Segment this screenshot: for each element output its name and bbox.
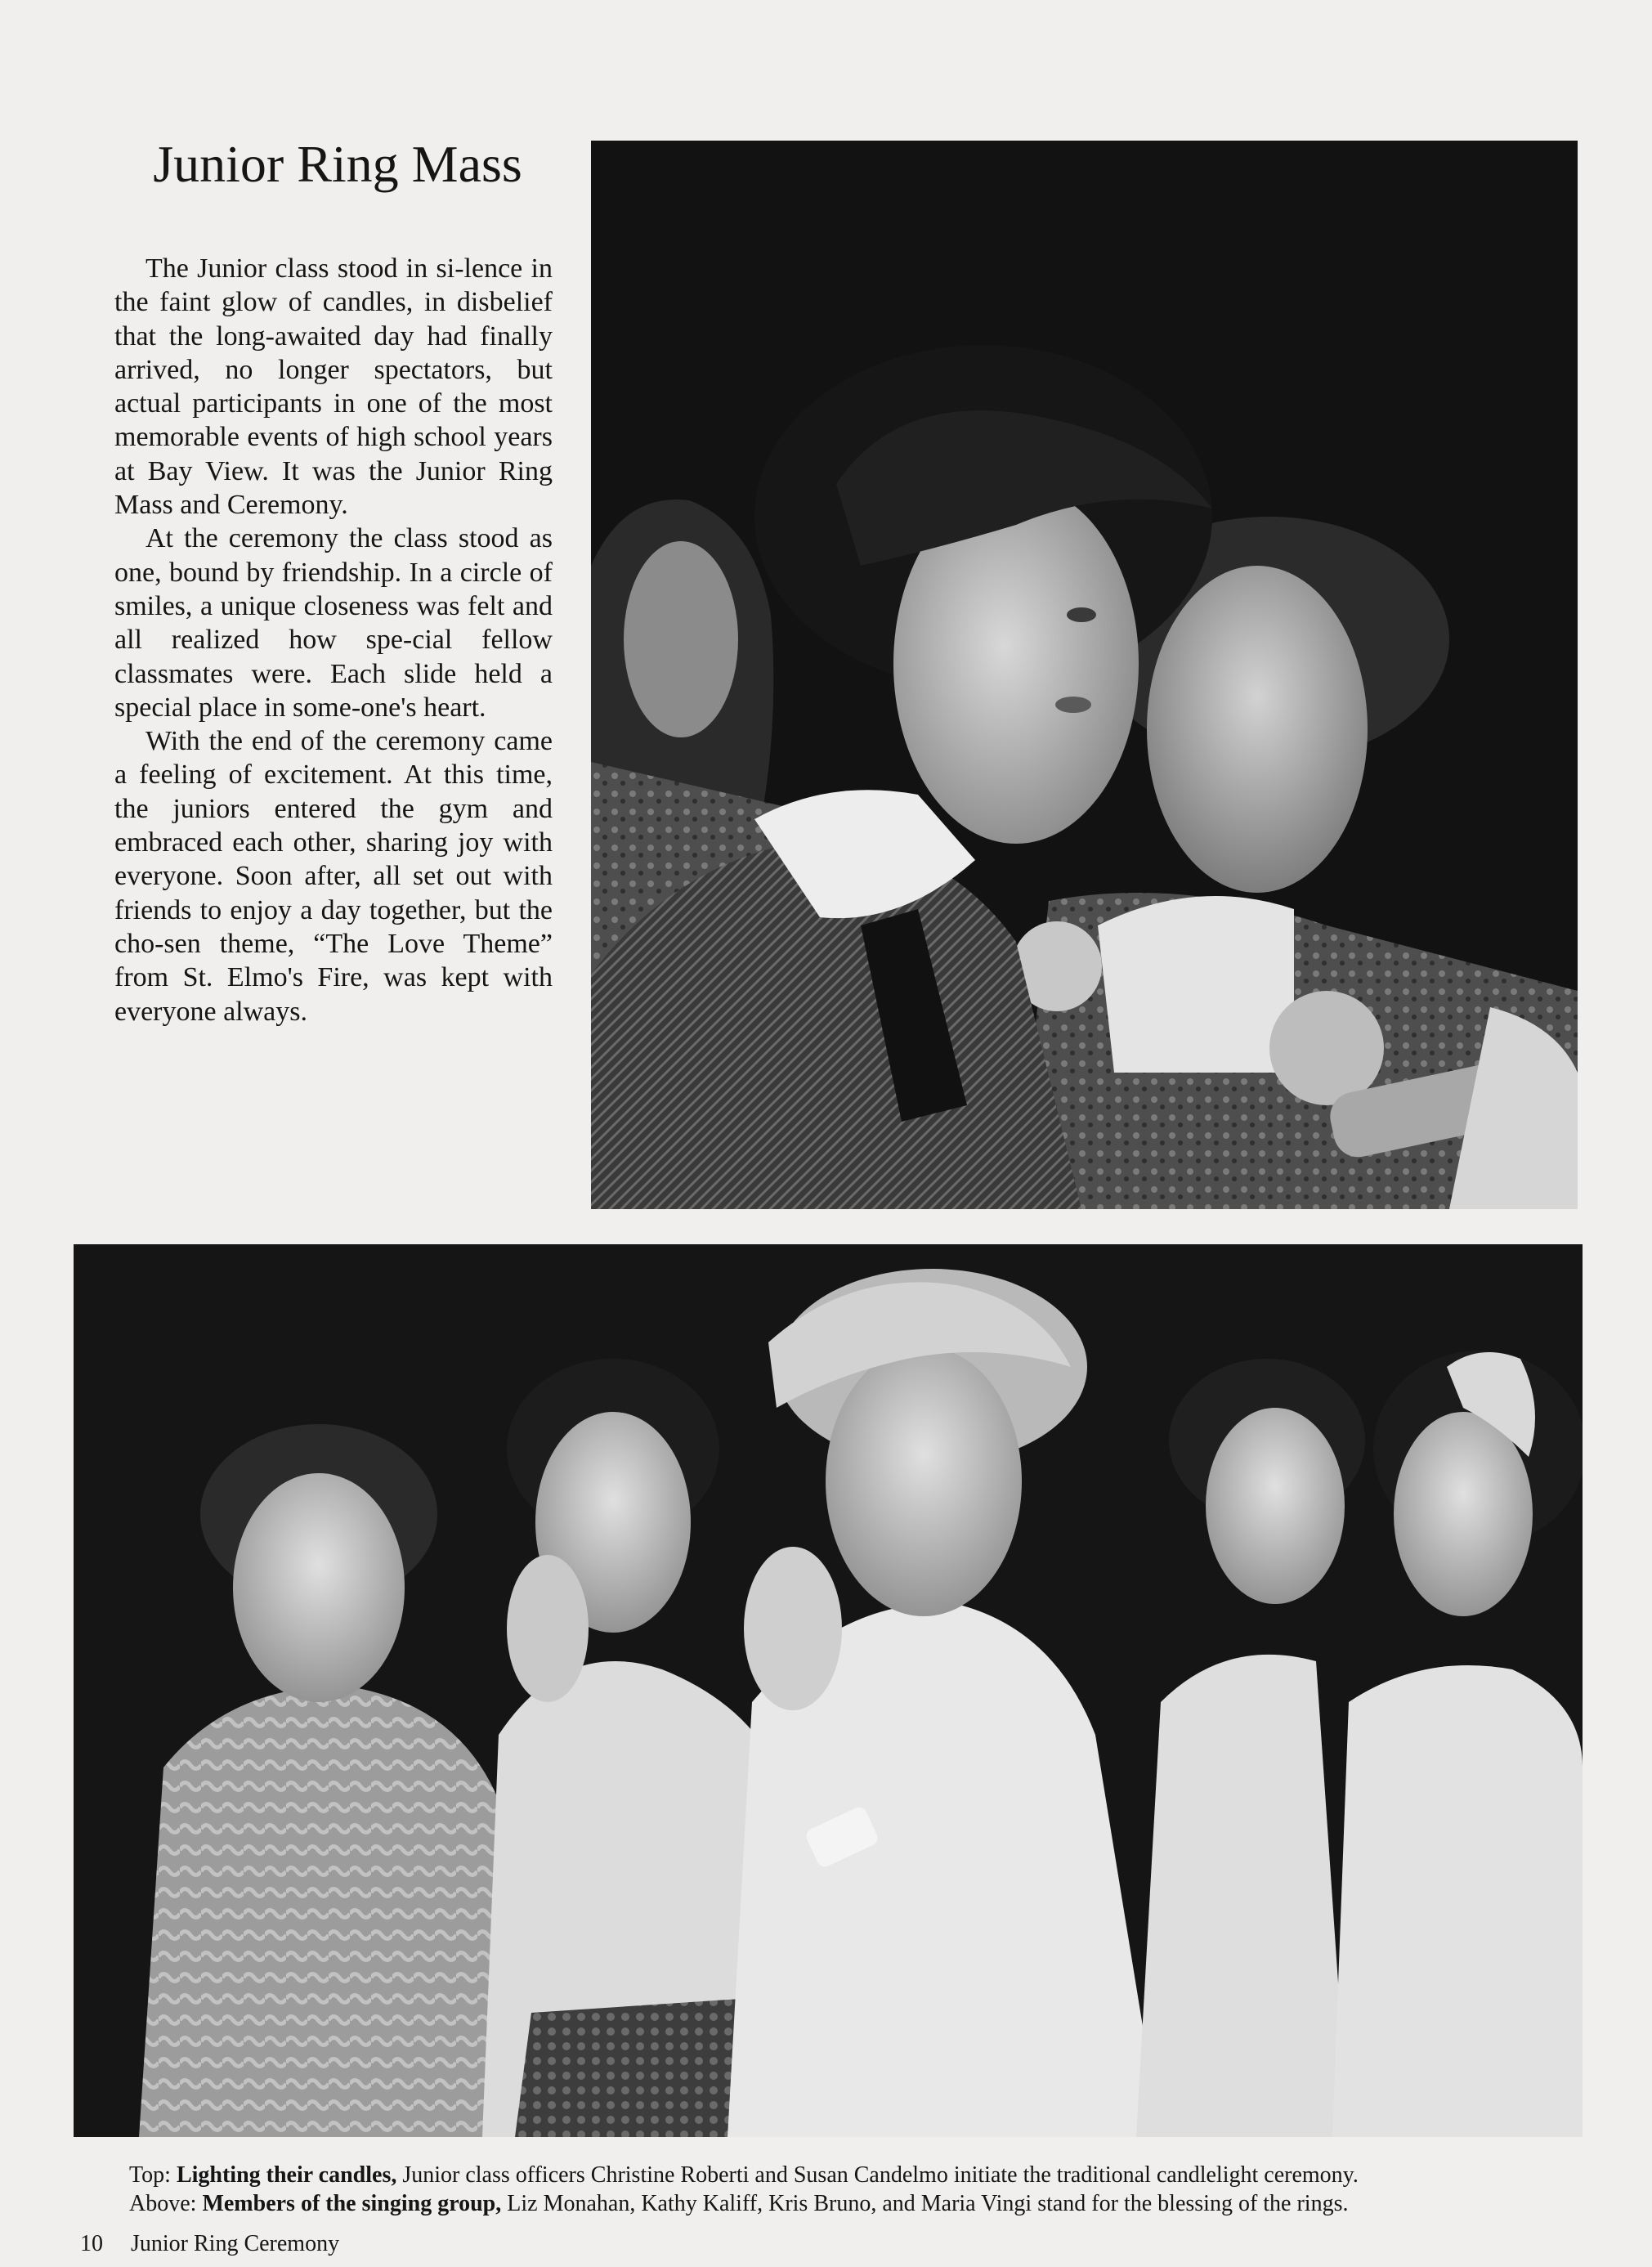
paragraph-2: At the ceremony the class stood as one, bound by friendship. In a circle of smiles, a unique closeness was felt and all realized how spe-cial fellow classmates were. Each slide held a special place in some-one's heart. [114,523,553,723]
page-number: 10 [80,2231,103,2256]
page-footer [80,2231,339,2257]
caption-top-prefix: Top: [129,2162,177,2188]
caption-top-heading: Lighting their candles, [176,2162,397,2188]
caption-above-heading: Members of the singing group, [202,2191,502,2216]
photo-singing-group [74,1244,1583,2137]
caption-above-prefix: Above: [129,2191,203,2216]
photo-lighting-candles [591,141,1578,1209]
caption-top-text: Junior class officers Christine Roberti and Susan Candelmo initiate the traditional candlelight ceremony. [396,2162,1359,2188]
photo-lighting-candles-image [591,141,1578,1209]
paragraph-1: The Junior class stood in si-lence in the faint glow of candles, in disbelief that the long-awaited day had finally arrived, no longer spectators, but actual participants in one of the most memorable events of high school years at Bay View. It was the Junior Ring Mass and Ceremony. [114,253,553,521]
paragraph-3: With the end of the ceremony came a feeling of excitement. At this time, the juniors entered the gym and embraced each other, sharing joy with everyone. Soon after, all set out with friends to enjoy a day together, but the cho-sen theme, “The Love Theme” from St. Elmo's Fire, was kept with everyone always. [114,726,553,1027]
photo-singing-group-image [74,1244,1583,2137]
article-body [114,252,553,1028]
caption-above-text: Liz Monahan, Kathy Kaliff, Kris Bruno, and Maria Vingi stand for the blessing of the rings. [501,2191,1349,2216]
caption-top [129,2161,1568,2189]
caption-above [129,2189,1568,2218]
section-name: Junior Ring Ceremony [131,2231,340,2256]
photo-captions [129,2161,1568,2218]
page-title: Junior Ring Mass [153,135,522,193]
